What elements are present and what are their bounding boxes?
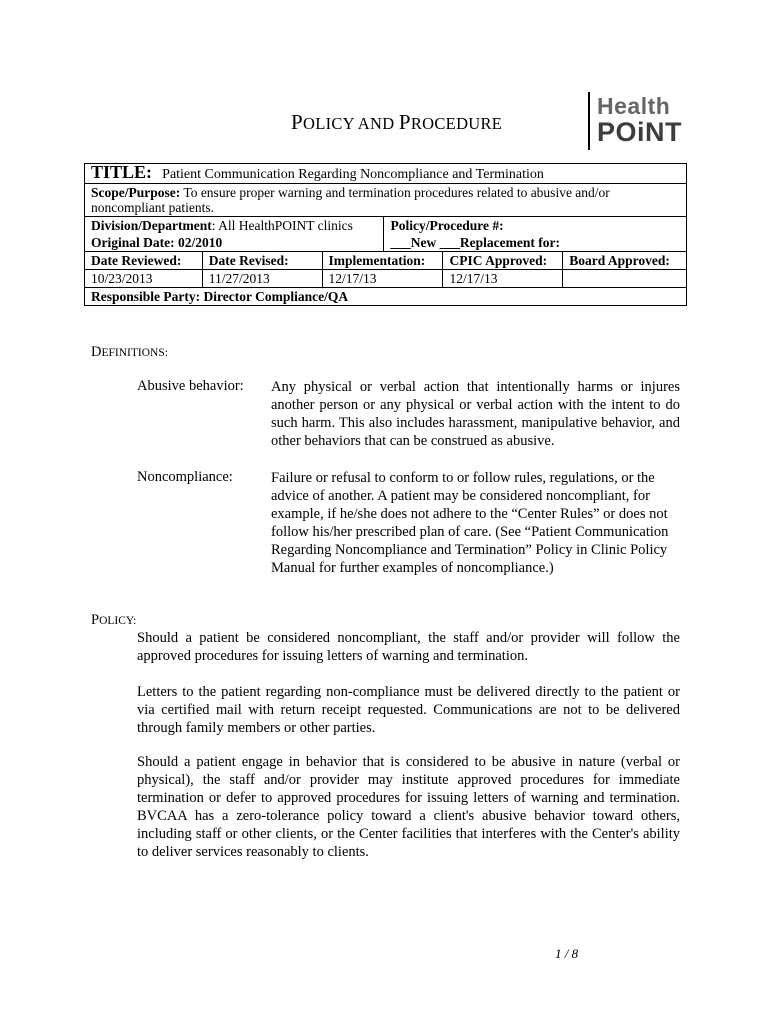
col-header-cpic-approved: CPIC Approved:	[449, 253, 548, 268]
board-approved-value	[563, 270, 687, 288]
scope-row	[85, 184, 687, 217]
cpic-approved-value: 12/17/13	[443, 270, 563, 288]
definition-term-abusive: Abusive behavior:	[137, 378, 244, 394]
scope-label: Scope/Purpose:	[91, 185, 181, 200]
definition-term-noncompliance: Noncompliance:	[137, 469, 233, 485]
date-reviewed-value: 10/23/2013	[85, 270, 203, 288]
title-row	[85, 164, 687, 184]
page-number: 1 / 8	[555, 946, 579, 961]
policy-number-label: Policy/Procedure #:	[390, 218, 504, 233]
definition-text-abusive: Any physical or verbal action that intentionally harms or injures another person or any physical or verbal action with the intent to do such harm. This also includes harassment, manipulative behavior, and other behaviors that can be construed as abusive.	[271, 379, 680, 449]
original-date-row	[85, 234, 687, 252]
responsible-party-row	[85, 288, 687, 306]
logo-divider	[588, 92, 590, 150]
col-header-board-approved: Board Approved:	[569, 253, 670, 268]
original-date: Original Date: 02/2010	[91, 235, 223, 250]
new-replacement: ___New ___Replacement for:	[390, 235, 560, 250]
date-revised-value: 11/27/2013	[202, 270, 322, 288]
document-title: POLICY AND PROCEDURE	[291, 110, 503, 134]
policy-metadata-table	[84, 163, 687, 306]
policy-heading: POLICY:	[91, 612, 137, 628]
healthpoint-logo: Health POiNT	[597, 93, 683, 147]
definition-text-noncompliance: Failure or refusal to conform to or follow rules, regulations, or the advice of another. A patient may be considered noncompliant, for example, if he/she does not adhere to the “Center Rules” or does not follow his/her prescribed plan of care. (See “Patient Communication Regarding Noncompliance and Termination” Policy in Clinic Policy Manual for further examples of noncompliance.)	[271, 470, 669, 576]
responsible-party: Responsible Party: Director Compliance/QA	[91, 289, 349, 304]
date-value-row	[85, 270, 687, 288]
col-header-date-revised: Date Revised:	[208, 253, 289, 268]
scope-value: To ensure proper warning and termination procedures related to abusive and/or noncompliant patients.	[91, 185, 610, 215]
title-value: Patient Communication Regarding Noncompliance and Termination	[162, 167, 544, 182]
policy-paragraph-3: Should a patient engage in behavior that is considered to be abusive in nature (verbal or physical), the staff and/or provider may institute approved procedures for immediate termination or defer to approved procedures for issuing letters of warning and termination. BVCAA has a zero-tolerance policy toward a client's abusive behavior toward others, including staff or other clients, or the Center facilities that interferes with the Center's ability to deliver services reasonably to clients.	[137, 754, 680, 860]
division-label: Division/Department	[91, 218, 212, 233]
policy-paragraph-2: Letters to the patient regarding non-compliance must be delivered directly to the patient or via certified mail with return receipt requested. Communications are not to be delivered through family members or other parties.	[137, 684, 680, 736]
definitions-heading: DEFINITIONS:	[91, 344, 168, 360]
policy-paragraph-1: Should a patient be considered noncompliant, the staff and/or provider will follow the approved procedures for issuing letters of warning and termination.	[137, 630, 680, 664]
implementation-value: 12/17/13	[322, 270, 443, 288]
division-row	[85, 217, 687, 235]
col-header-date-reviewed: Date Reviewed:	[91, 253, 182, 268]
title-label: TITLE:	[91, 162, 153, 182]
col-header-implementation: Implementation:	[328, 253, 426, 268]
date-header-row	[85, 252, 687, 270]
division-value: : All HealthPOINT clinics	[211, 218, 353, 233]
